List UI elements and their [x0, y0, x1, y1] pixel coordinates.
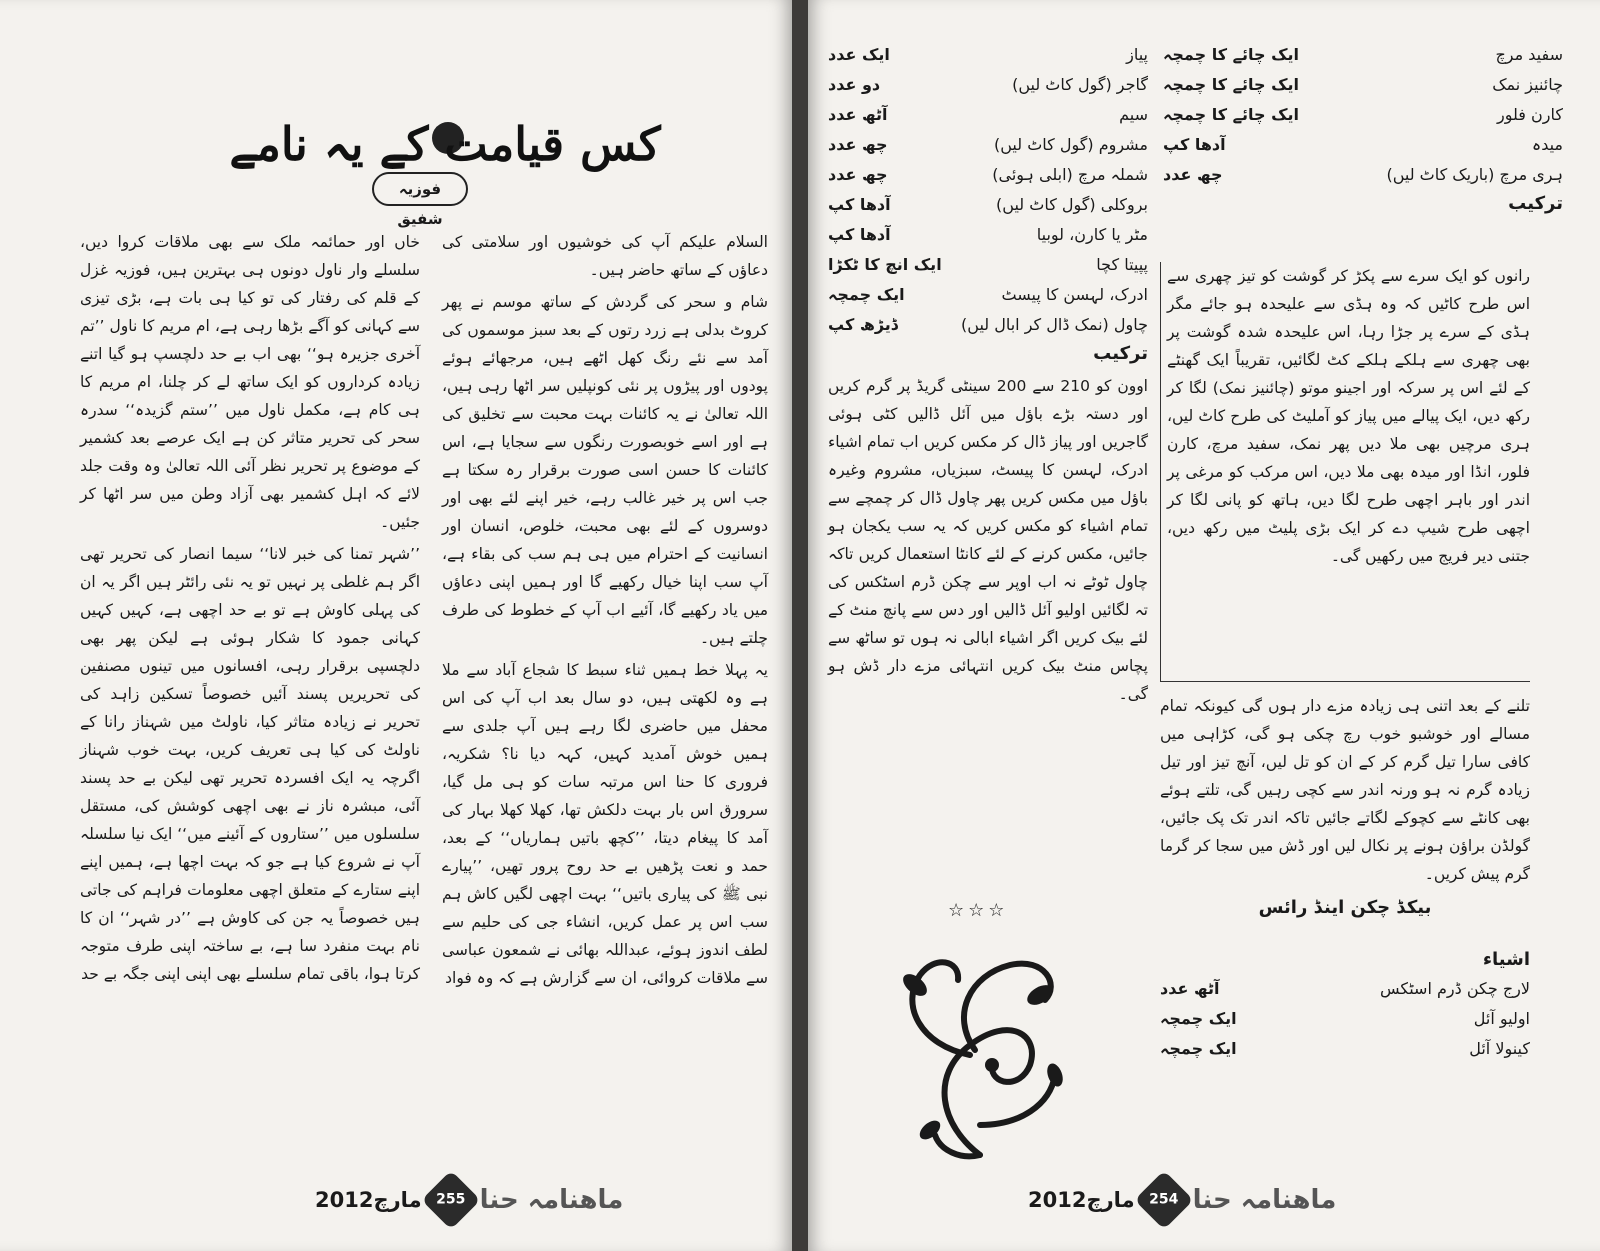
column-left [80, 228, 420, 1168]
ingredient-row: پپیتا کچا ایک انچ کا ٹکڑا [828, 255, 1148, 274]
method-text: اوون کو 210 سے 200 سینٹی گریڈ پر گرم کریں اور دستہ بڑے باؤل میں آئل ڈالیں کٹی ہوئی گاجریں اور پیاز ڈال کر مکس کریں اب تمام اشیاء ادرک، لہسن کا پیسٹ، سبزیاں، مشروم وغیرہ باؤل میں مکس کریں پھر چاول ڈال کر چمچے سے تمام اشیاء کو مکس کریں کہ یہ سب یکجان ہو جائیں، مکس کرنے کے لئے کانٹا استعمال کریں تاکہ چاول ٹوٹے نہ اب اوپر سے چکن ڈرم اسٹکس کی تہ لگائیں اولیو آئل ڈالیں اور دس سے پانچ منٹ کے لئے بیک کریں اگر اشیاء ابالی نہ ہوں تو ساٹھ سے پچاس منٹ بیک کریں انتہائی مزے دار ڈش ہو گی۔ [828, 377, 1148, 703]
method-text: رانوں کو ایک سرے سے پکڑ کر گوشت کو تیز چھری سے اس طرح کاٹیں کہ وہ ہڈی سے علیحدہ ہو جائے مگر ہڈی کے سرے پر جڑا رہا، اس علیحدہ شدہ گوشت پر بھی چھری سے ہلکے ہلکے کٹ لگائیں، تقریباً ایک گھنٹے کے لئے اس پر سرکہ اور اجینو موتو (چائنیز نمک) لگا کر رکھ دیں، ایک پیالے میں پیاز کو آملیٹ کی طرح کاٹ لیں، ہری مرچیں بھی ملا دیں پھر نمک، سفید مرچ، کارن فلور، انڈا اور میدہ بھی ملا دیں، اس مرکب کو مرغی پر اندر اور باہر اچھی طرح لگا دیں، ہاتھ کو پانی لگا کر اچھی طرح شیپ دے کر ایک بڑی پلیٹ میں رکھ دیں، جتنی دیر فریج میں رکھیں گی۔ [1167, 267, 1530, 565]
page-title: کس قیامت کے یہ نامے [229, 117, 661, 171]
right-page [808, 0, 1600, 1251]
method-heading: ترکیب [1508, 193, 1563, 214]
paragraph: السلام علیکم آپ کی خوشیوں اور سلامتی کی دعاؤں کے ساتھ حاضر ہیں۔ [442, 233, 768, 279]
paragraph: ’’شہر تمنا کی خبر لانا‘‘ سیما انصار کی تحریر تھی اگر ہم غلطی پر نہیں تو یہ نئی رائٹر ہیں اگر یہ ان کی پہلی کاوش ہے تو بے حد اچھی ہے، کہیں کہیں کہانی جمود کا شکار ہوئی ہے لیکن پھر بھی دلچسپی برقرار رہی، افسانوں میں تینوں مصنفین کی تحریریں پسند آئیں خصوصاً تسکین زاہد کی تحریر نے زیادہ متاثر کیا، ناولٹ میں شہناز رانا کے ناولٹ کی کیا ہی تعریف کریں، بہت خوب شہناز اگرچہ یہ ایک افسردہ تحریر تھی لیکن بے حد پسند آئی، مبشرہ ناز نے بھی اچھی کوشش کی، مستقل سلسلوں میں ’’ستاروں کے آئینے میں‘‘ ایک نیا سلسلہ آپ نے شروع کیا ہے جو کہ بہت اچھا ہے، ہمیں اپنے اپنے ستارے کے متعلق اچھی معلومات فراہم کی جاتی ہیں خصوصاً یہ جن کی کاوش ہے ’’در شہر‘‘ ان کا نام بہت منفرد سا ہے، بے ساختہ اپنی طرف متوجہ کرتا ہوا، باقی تمام سلسلے بھی اپنی اپنی جگہ بے حد [80, 545, 420, 983]
recipe-one-method [1160, 262, 1530, 682]
recipe-two-title: بیکڈ چکن اینڈ رائس [1258, 897, 1432, 918]
ingredient-row: مشروم (گول کاٹ لیں) چھ عدد [828, 135, 1148, 154]
ingredient-row: اولیو آئل ایک چمچہ [1160, 1009, 1530, 1028]
column-right [442, 228, 768, 1168]
ingredient-row: کارن فلور ایک چائے کا چمچہ [1163, 105, 1563, 124]
footer-date: مارچ2012 [1028, 1188, 1135, 1212]
recipe-two-subheading: اشیاء [1482, 949, 1530, 970]
method-heading: ترکیب [1093, 343, 1148, 364]
ingredient-row: سیم آٹھ عدد [828, 105, 1148, 124]
ingredient-row: بروکلی (گول کاٹ لیں) آدھا کپ [828, 195, 1148, 214]
ingredient-row: شملہ مرچ (ابلی ہوئی) چھ عدد [828, 165, 1148, 184]
book-gutter [792, 0, 808, 1251]
magazine-name: ماھنامہ حنا [479, 1185, 624, 1215]
ingredient-row: پیاز ایک عدد [828, 45, 1148, 64]
ingredient-row: چاول (نمک ڈال کر ابال لیں) ڈیڑھ کپ [828, 315, 1148, 334]
page-number: 255 [435, 1191, 466, 1208]
ingredient-row: گاجر (گول کاٹ لیں) دو عدد [828, 75, 1148, 94]
ingredient-row: مٹر یا کارن، لوبیا آدھا کپ [828, 225, 1148, 244]
magazine-name: ماھنامہ حنا [1192, 1185, 1337, 1215]
floral-ornament-icon [880, 925, 1080, 1165]
ingredient-row: میدہ آدھا کپ [1163, 135, 1563, 154]
recipe-one-ingredients [1163, 40, 1563, 218]
recipe-one-continued [1160, 692, 1530, 1064]
title-calligraphy [229, 90, 661, 180]
ingredient-row: چائنیز نمک ایک چائے کا چمچہ [1163, 75, 1563, 94]
ingredient-row: کینولا آئل ایک چمچہ [1160, 1039, 1530, 1058]
paragraph: شام و سحر کی گردش کے ساتھ موسم نے پھر کروٹ بدلی ہے زرد رتوں کے بعد سبز موسموں کی آمد سے نئے رنگ کھل اٹھے ہیں، مرجھائے ہوئے پودوں اور پیڑوں پر نئی کونپلیں سر اٹھا رہی ہیں، اللہ تعالیٰ نے یہ کائنات بہت محبت سے تخلیق کی ہے اور اسے خوبصورت رنگوں سے سجایا ہے، اس کائنات کا حسن اسی صورت برقرار رہ سکتا ہے جب اس پر خیر غالب رہے، خیر اپنے لئے بھی اور دوسروں کے لئے بھی محبت، خلوص، انسان اور انسانیت کے احترام میں ہی ہم سب کی بقاء ہے، آپ سب اپنا خیال رکھیے گا اور ہمیں اپنی دعاؤں میں یاد رکھیے گا، آئیے اب آپ کے خطوط کی طرف چلتے ہیں۔ [442, 293, 768, 647]
ingredient-row: لارج چکن ڈرم اسٹکس آٹھ عدد [1160, 979, 1530, 998]
left-page [0, 0, 792, 1251]
paragraph: خاں اور حمائمہ ملک سے بھی ملاقات کروا دیں، سلسلے وار ناول دونوں ہی بہترین ہیں، فوزیہ غزل کے قلم کی رفتار کی تو کیا ہی بات ہے، بڑی تیزی سے کہانی کو آگے بڑھا رہی ہے، ام مریم کا ناول ’’تم آخری جزیرہ ہو‘‘ بھی اب بے حد دلچسپ ہو گیا اتنے زیادہ کرداروں کو ایک ساتھ لے کر چلنا، ام مریم کا ہی کام ہے، مکمل ناول میں ’’ستم گزیدہ‘‘ سدرہ سحر کی تحریر متاثر کن ہے ایک عرصے بعد کشمیر کے موضوع پر تحریر نظر آئی اللہ تعالیٰ وہ وقت جلد لائے کہ اہل کشمیر بھی آزاد وطن میں سر اٹھا کر جئیں۔ [80, 233, 420, 531]
recipe-ingredients-list [828, 40, 1148, 712]
page-footer [315, 1177, 623, 1223]
ingredient-row: ہری مرچ (باریک کاٹ لیں) چھ عدد [1163, 165, 1563, 184]
footer-date: مارچ2012 [315, 1188, 422, 1212]
page-number-badge [421, 1170, 480, 1229]
page-number: 254 [1148, 1191, 1179, 1208]
ingredient-row: سفید مرچ ایک چائے کا چمچہ [1163, 45, 1563, 64]
ingredient-row: ادرک، لہسن کا پیسٹ ایک چمچہ [828, 285, 1148, 304]
page-footer [1028, 1177, 1336, 1223]
paragraph: یہ پہلا خط ہمیں ثناء سبط کا شجاع آباد سے ملا ہے وہ لکھتی ہیں، دو سال بعد اب آپ کی اس محفل میں حاضری لگا رہے ہیں آپ جلدی سے ہمیں خوش آمدید کہیں، کہہ دیا نا؟ شکریہ، فروری کا حنا اس مرتبہ سات کو ہی مل گیا، سرورق اس بار بہت دلکش تھا، کھلا کھلا بہار کی آمد کا پیغام دیتا، ’’کچھ باتیں ہماریاں‘‘ کے بعد، حمد و نعت پڑھیں بے حد روح پرور تھیں، ’’پیارے نبی ﷺ کی پیاری باتیں‘‘ بہت اچھی لگیں کاش ہم سب اس پر عمل کریں، انشاء جی کی حلیم سے لطف اندوز ہوئے، عبداللہ بھائی نے شمعون عباسی سے ملاقات کروائی، ان سے گزارش ہے کہ وہ فواد [442, 661, 768, 987]
section-stars: ☆☆☆ [948, 900, 1009, 921]
method-text: تلنے کے بعد اتنی ہی زیادہ مزے دار ہوں گی کیونکہ تمام مسالے اور خوشبو خوب رچ چکی ہو گی، کڑاہی میں کافی سارا تیل گرم کر کے ان کو تل لیں، آنچ تیز اور تیل زیادہ گرم نہ ہو ورنہ اندر سے کچی رہیں گی، تلتے ہوئے بھی کانٹے سے کچوکے لگاتے جائیں تاکہ اندر تک پک جائیں، گولڈن براؤن ہونے پر نکال لیں اور ڈش میں سجا کر گرما گرم پیش کریں۔ [1160, 697, 1530, 883]
page-number-badge [1134, 1170, 1193, 1229]
author-name: فوزیہ شفیق [372, 172, 468, 206]
